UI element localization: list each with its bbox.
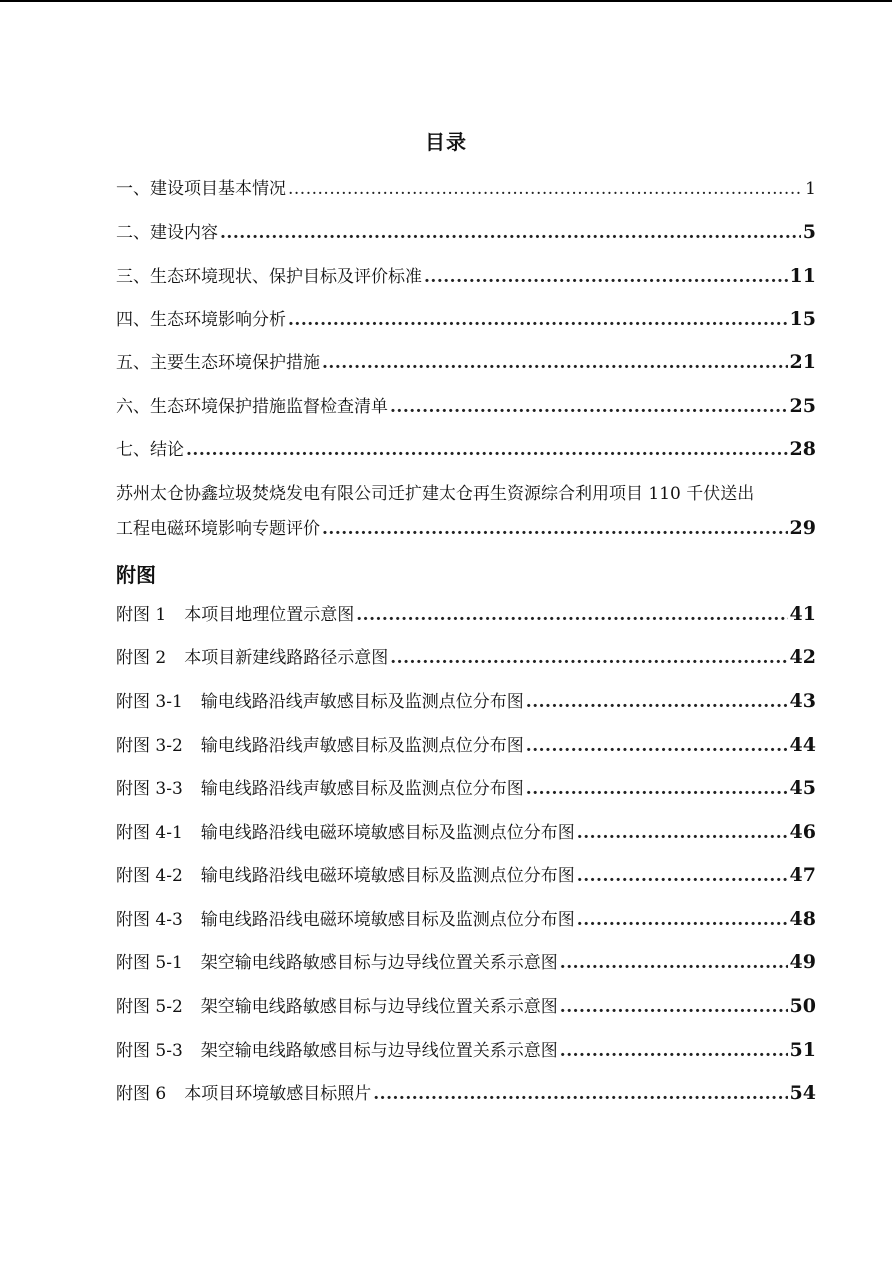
toc-entry[interactable] bbox=[116, 437, 816, 462]
figure-entry-page: 42 bbox=[789, 646, 816, 668]
figure-entry[interactable] bbox=[116, 776, 816, 801]
figure-number: 附图 6 bbox=[116, 1084, 167, 1104]
figure-title: 本项目新建线路路径示意图 bbox=[184, 648, 389, 668]
figure-number: 附图 3-2 bbox=[116, 736, 183, 756]
figure-number: 附图 5-2 bbox=[116, 997, 183, 1017]
toc-entry-page: 11 bbox=[789, 265, 816, 287]
toc-leader-dots bbox=[322, 517, 788, 541]
toc-leader-dots bbox=[526, 690, 788, 714]
special-topic-line1: 苏州太仓协鑫垃圾焚烧发电有限公司迁扩建太仓再生资源综合利用项目 110 千伏送出 bbox=[116, 484, 755, 504]
toc-leader-dots bbox=[220, 221, 801, 245]
figure-title: 输电线路沿线电磁环境敏感目标及监测点位分布图 bbox=[200, 823, 575, 843]
figure-number: 附图 4-2 bbox=[116, 866, 183, 886]
figure-entry[interactable] bbox=[116, 689, 816, 714]
toc-entry-label: 四、生态环境影响分析 bbox=[116, 310, 286, 330]
figure-entry[interactable] bbox=[116, 907, 816, 932]
toc-leader-dots bbox=[424, 265, 788, 289]
figure-title: 架空输电线路敏感目标与边导线位置关系示意图 bbox=[200, 953, 558, 973]
figure-number: 附图 5-3 bbox=[116, 1041, 183, 1061]
figure-entry-label bbox=[116, 995, 558, 1019]
toc-leader-dots bbox=[288, 177, 803, 201]
figure-entry-page: 45 bbox=[789, 777, 816, 799]
figure-title: 输电线路沿线声敏感目标及监测点位分布图 bbox=[200, 692, 524, 712]
figure-number: 附图 3-1 bbox=[116, 692, 183, 712]
toc-entry-label: 一、建设项目基本情况 bbox=[116, 179, 286, 199]
toc-entry-label: 三、生态环境现状、保护目标及评价标准 bbox=[116, 267, 422, 287]
toc-leader-dots bbox=[526, 734, 788, 758]
toc-leader-dots bbox=[390, 395, 788, 419]
figure-entry-label bbox=[116, 690, 524, 714]
toc-entry-page: 1 bbox=[805, 179, 816, 199]
figure-entry-page: 48 bbox=[789, 908, 816, 930]
figure-entry[interactable] bbox=[116, 733, 816, 758]
toc-leader-dots bbox=[390, 646, 787, 670]
figure-entry-page: 54 bbox=[789, 1082, 816, 1104]
appendix-heading: 附图 bbox=[116, 563, 156, 587]
toc-entry[interactable] bbox=[116, 264, 816, 289]
figure-entry[interactable] bbox=[116, 820, 816, 845]
toc-entry-page: 21 bbox=[789, 351, 816, 373]
figure-entry-label bbox=[116, 777, 524, 801]
figure-title: 输电线路沿线声敏感目标及监测点位分布图 bbox=[200, 736, 524, 756]
toc-entry[interactable] bbox=[116, 307, 816, 332]
figure-number: 附图 2 bbox=[116, 648, 167, 668]
toc-entry-page: 25 bbox=[789, 395, 816, 417]
toc-entry[interactable] bbox=[116, 177, 816, 201]
figure-title: 架空输电线路敏感目标与边导线位置关系示意图 bbox=[200, 997, 558, 1017]
toc-leader-dots bbox=[560, 995, 788, 1019]
page-top-border bbox=[0, 0, 892, 2]
page-title: 目录 bbox=[425, 130, 467, 154]
figure-title: 本项目环境敏感目标照片 bbox=[184, 1084, 372, 1104]
figure-entry[interactable] bbox=[116, 994, 816, 1019]
figure-entry-page: 51 bbox=[789, 1039, 816, 1061]
figure-entry-label bbox=[116, 734, 524, 758]
figure-entry-label bbox=[116, 821, 575, 845]
figure-entry[interactable] bbox=[116, 602, 816, 627]
toc-entry-page: 29 bbox=[789, 517, 816, 539]
figure-number: 附图 1 bbox=[116, 605, 167, 625]
figure-entry-page: 46 bbox=[789, 821, 816, 843]
figure-entry-label bbox=[116, 1039, 558, 1063]
figure-entry-label bbox=[116, 1082, 371, 1106]
figure-title: 架空输电线路敏感目标与边导线位置关系示意图 bbox=[200, 1041, 558, 1061]
figure-entry-label bbox=[116, 908, 575, 932]
toc-leader-dots bbox=[322, 351, 788, 375]
toc-leader-dots bbox=[577, 908, 788, 932]
figure-number: 附图 4-1 bbox=[116, 823, 183, 843]
figure-entry-page: 41 bbox=[789, 603, 816, 625]
toc-entry-label: 五、主要生态环境保护措施 bbox=[116, 353, 320, 373]
toc-entry[interactable] bbox=[116, 220, 816, 245]
toc-leader-dots bbox=[186, 438, 788, 462]
toc-entry-label: 七、结论 bbox=[116, 440, 184, 460]
toc-leader-dots bbox=[560, 1039, 788, 1063]
figure-entry-page: 49 bbox=[789, 951, 816, 973]
figure-number: 附图 5-1 bbox=[116, 953, 183, 973]
figure-entry-label bbox=[116, 951, 558, 975]
figure-entry-page: 43 bbox=[789, 690, 816, 712]
toc-leader-dots bbox=[526, 777, 788, 801]
figure-entry-label bbox=[116, 603, 354, 627]
figure-title: 输电线路沿线电磁环境敏感目标及监测点位分布图 bbox=[200, 866, 575, 886]
toc-entry-label: 工程电磁环境影响专题评价 bbox=[116, 519, 320, 539]
toc-entry-page: 5 bbox=[802, 221, 816, 243]
toc-entry-page: 28 bbox=[789, 438, 816, 460]
figure-title: 输电线路沿线电磁环境敏感目标及监测点位分布图 bbox=[200, 910, 575, 930]
toc-leader-dots bbox=[577, 821, 788, 845]
figure-entry[interactable] bbox=[116, 1081, 816, 1106]
figure-entry-page: 50 bbox=[789, 995, 816, 1017]
toc-leader-dots bbox=[560, 951, 788, 975]
toc-entry[interactable] bbox=[116, 350, 816, 375]
figure-entry-label bbox=[116, 864, 575, 888]
toc-entry[interactable] bbox=[116, 394, 816, 419]
toc-leader-dots bbox=[288, 308, 788, 332]
toc-entry-page: 15 bbox=[789, 308, 816, 330]
figure-entry-page: 47 bbox=[789, 864, 816, 886]
toc-entry-label: 六、生态环境保护措施监督检查清单 bbox=[116, 397, 388, 417]
figure-entry[interactable] bbox=[116, 645, 816, 670]
toc-leader-dots bbox=[373, 1082, 787, 1106]
figure-entry[interactable] bbox=[116, 1038, 816, 1063]
figure-title: 输电线路沿线声敏感目标及监测点位分布图 bbox=[200, 779, 524, 799]
figure-number: 附图 3-3 bbox=[116, 779, 183, 799]
toc-entry-special-topic[interactable] bbox=[116, 516, 816, 541]
figure-entry[interactable] bbox=[116, 863, 816, 888]
figure-title: 本项目地理位置示意图 bbox=[184, 605, 355, 625]
toc-leader-dots bbox=[577, 864, 788, 888]
figure-entry-page: 44 bbox=[789, 734, 816, 756]
figure-entry[interactable] bbox=[116, 950, 816, 975]
toc-entry-label: 二、建设内容 bbox=[116, 223, 218, 243]
toc-leader-dots bbox=[356, 603, 787, 627]
figure-number: 附图 4-3 bbox=[116, 910, 183, 930]
figure-entry-label bbox=[116, 646, 388, 670]
